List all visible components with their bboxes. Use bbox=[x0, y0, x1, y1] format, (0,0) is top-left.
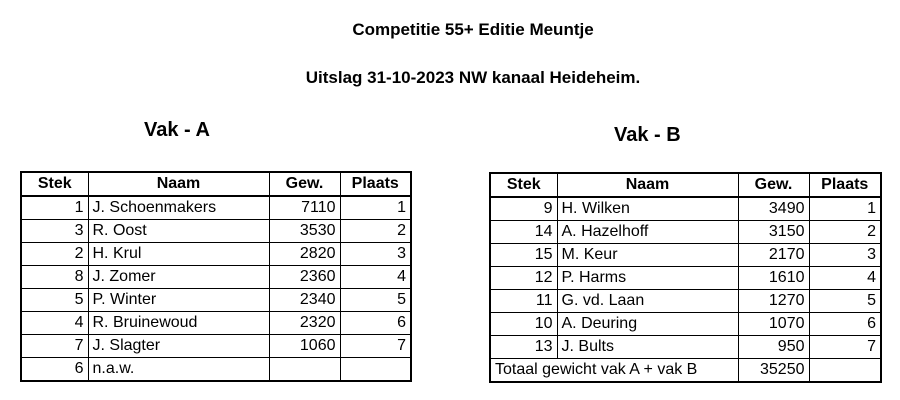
table-row bbox=[490, 221, 881, 244]
vak-b-table-body bbox=[490, 197, 881, 359]
cell-plaats: 2 bbox=[809, 221, 881, 244]
cell-naam: P. Winter bbox=[88, 289, 269, 312]
cell-stek: 11 bbox=[490, 290, 557, 313]
vak-b-table bbox=[489, 172, 882, 383]
cell-stek: 13 bbox=[490, 336, 557, 359]
cell-naam: J. Schoenmakers bbox=[88, 196, 269, 220]
table-row bbox=[490, 290, 881, 313]
cell-gew: 3490 bbox=[738, 197, 809, 221]
vak-a-table-body bbox=[21, 196, 411, 381]
cell-gew: 950 bbox=[738, 336, 809, 359]
cell-gew: 2360 bbox=[269, 266, 340, 289]
cell-stek: 1 bbox=[21, 196, 88, 220]
cell-plaats: 2 bbox=[340, 220, 411, 243]
vak-b-heading: Vak - B bbox=[614, 124, 681, 146]
table-header-row bbox=[21, 172, 411, 196]
total-label: Totaal gewicht vak A + vak B bbox=[490, 359, 738, 383]
cell-plaats: 4 bbox=[340, 266, 411, 289]
cell-stek: 6 bbox=[21, 358, 88, 382]
cell-naam: H. Krul bbox=[88, 243, 269, 266]
cell-gew: 7110 bbox=[269, 196, 340, 220]
cell-plaats: 7 bbox=[809, 336, 881, 359]
cell-naam: J. Slagter bbox=[88, 335, 269, 358]
cell-naam: J. Bults bbox=[557, 336, 738, 359]
cell-plaats bbox=[340, 358, 411, 382]
table-row bbox=[21, 266, 411, 289]
table-row bbox=[21, 335, 411, 358]
table-row bbox=[21, 312, 411, 335]
table-row bbox=[21, 243, 411, 266]
column-header-plaats: Plaats bbox=[340, 172, 411, 196]
cell-stek: 15 bbox=[490, 244, 557, 267]
cell-stek: 4 bbox=[21, 312, 88, 335]
column-header-stek: Stek bbox=[490, 173, 557, 197]
table-row bbox=[21, 220, 411, 243]
table-row bbox=[490, 244, 881, 267]
table-row bbox=[490, 336, 881, 359]
cell-plaats: 5 bbox=[340, 289, 411, 312]
cell-gew: 2340 bbox=[269, 289, 340, 312]
cell-plaats: 4 bbox=[809, 267, 881, 290]
cell-gew: 3150 bbox=[738, 221, 809, 244]
cell-naam: H. Wilken bbox=[557, 197, 738, 221]
cell-stek: 9 bbox=[490, 197, 557, 221]
table-row bbox=[21, 358, 411, 382]
cell-gew: 2820 bbox=[269, 243, 340, 266]
cell-naam: J. Zomer bbox=[88, 266, 269, 289]
table-row bbox=[21, 289, 411, 312]
cell-plaats: 3 bbox=[809, 244, 881, 267]
vak-a-heading: Vak - A bbox=[144, 119, 210, 141]
cell-stek: 3 bbox=[21, 220, 88, 243]
page-subtitle: Uitslag 31-10-2023 NW kanaal Heideheim. bbox=[305, 68, 641, 87]
cell-stek: 12 bbox=[490, 267, 557, 290]
cell-gew: 2320 bbox=[269, 312, 340, 335]
cell-naam: A. Deuring bbox=[557, 313, 738, 336]
total-empty-cell bbox=[809, 359, 881, 383]
column-header-stek: Stek bbox=[21, 172, 88, 196]
column-header-naam: Naam bbox=[557, 173, 738, 197]
cell-gew: 1070 bbox=[738, 313, 809, 336]
cell-gew: 3530 bbox=[269, 220, 340, 243]
table-header-row bbox=[490, 173, 881, 197]
cell-plaats: 6 bbox=[340, 312, 411, 335]
cell-stek: 10 bbox=[490, 313, 557, 336]
cell-naam: M. Keur bbox=[557, 244, 738, 267]
vak-a-table bbox=[20, 171, 412, 382]
cell-plaats: 7 bbox=[340, 335, 411, 358]
cell-gew: 1610 bbox=[738, 267, 809, 290]
cell-plaats: 6 bbox=[809, 313, 881, 336]
table-row bbox=[490, 313, 881, 336]
cell-naam: R. Bruinewoud bbox=[88, 312, 269, 335]
cell-plaats: 1 bbox=[809, 197, 881, 221]
cell-plaats: 3 bbox=[340, 243, 411, 266]
cell-naam: A. Hazelhoff bbox=[557, 221, 738, 244]
cell-naam: P. Harms bbox=[557, 267, 738, 290]
table-row bbox=[490, 197, 881, 221]
table-row bbox=[490, 267, 881, 290]
cell-gew: 1270 bbox=[738, 290, 809, 313]
cell-stek: 2 bbox=[21, 243, 88, 266]
cell-naam: R. Oost bbox=[88, 220, 269, 243]
cell-gew bbox=[269, 358, 340, 382]
cell-stek: 5 bbox=[21, 289, 88, 312]
cell-stek: 7 bbox=[21, 335, 88, 358]
cell-naam: n.a.w. bbox=[88, 358, 269, 382]
total-value: 35250 bbox=[738, 359, 809, 383]
table-row bbox=[21, 196, 411, 220]
column-header-plaats: Plaats bbox=[809, 173, 881, 197]
cell-gew: 2170 bbox=[738, 244, 809, 267]
column-header-gew: Gew. bbox=[738, 173, 809, 197]
column-header-gew: Gew. bbox=[269, 172, 340, 196]
cell-stek: 8 bbox=[21, 266, 88, 289]
cell-stek: 14 bbox=[490, 221, 557, 244]
cell-gew: 1060 bbox=[269, 335, 340, 358]
cell-naam: G. vd. Laan bbox=[557, 290, 738, 313]
cell-plaats: 5 bbox=[809, 290, 881, 313]
total-row bbox=[490, 359, 881, 383]
cell-plaats: 1 bbox=[340, 196, 411, 220]
page-title: Competitie 55+ Editie Meuntje bbox=[352, 20, 594, 39]
column-header-naam: Naam bbox=[88, 172, 269, 196]
